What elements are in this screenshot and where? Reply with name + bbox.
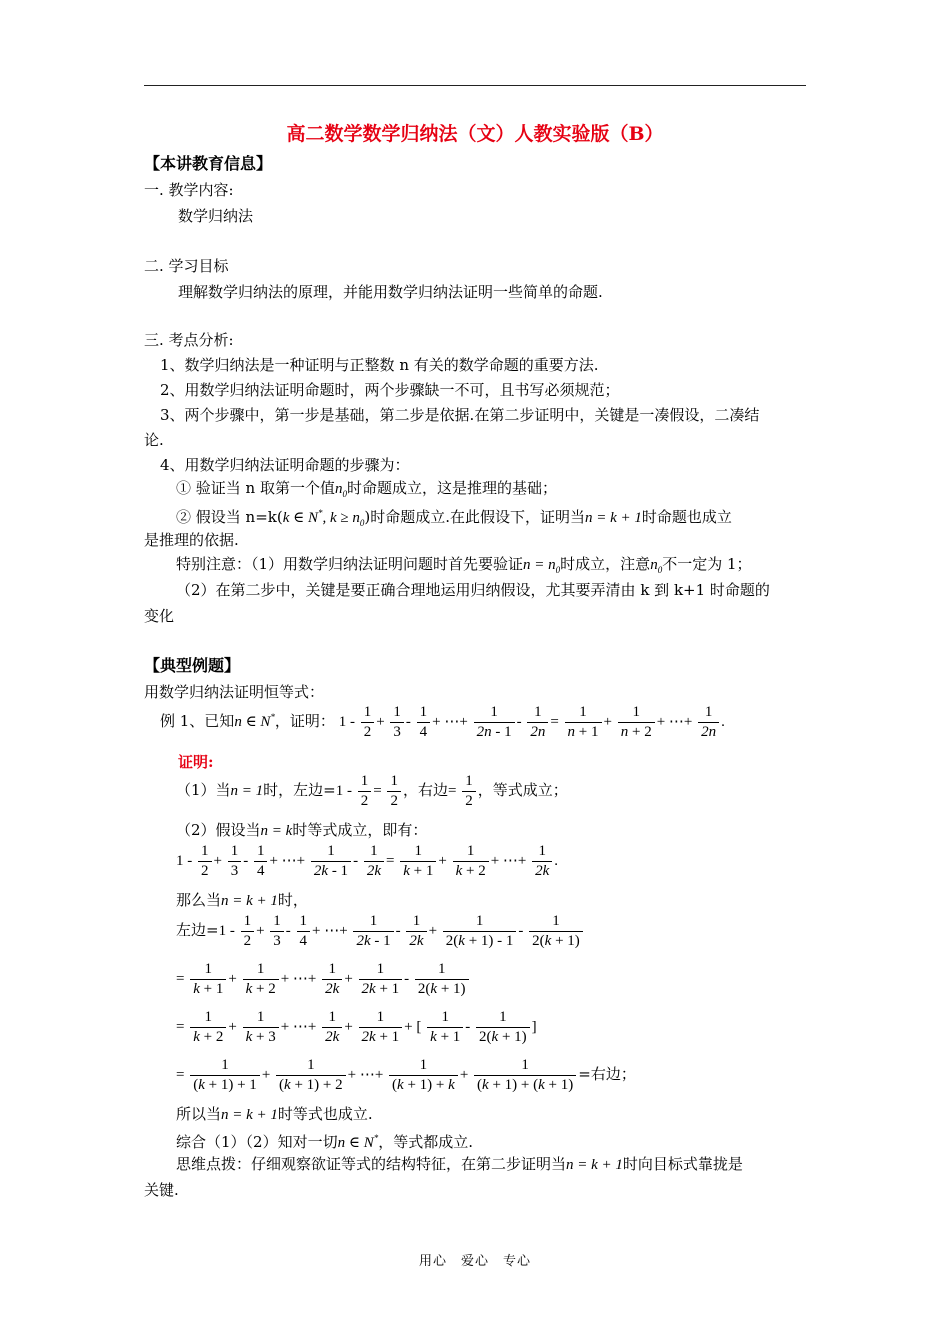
step-b: = $\frac{1}{k + 2}$ + $\frac{1}{k + 3}$ + ⋯+ $\frac{1}{2k}$ + $\frac{1}{2k + 1}$ + [ $\frac{1}{k + 1}$ - $\frac{1}{2(k + 1)}$ ] — [176, 1009, 537, 1045]
step-1-text-b: 时命题成立，这是推理的基础； — [346, 479, 557, 497]
page-footer: 用心 爱心 专心 — [418, 1254, 531, 1269]
tip-line-1: 思维点拨：仔细观察欲证等式的结构特征，在第二步证明当n = k + 1时向目标式靠拢是 — [176, 1155, 743, 1173]
step-c: = $\frac{1}{(k + 1) + 1}$ + $\frac{1}{(k + 1) + 2}$ + ⋯+ $\frac{1}{(k + 1) + k}$ + $\frac{1}{(k + 1) + (k + 1)}$ =右边； — [176, 1057, 636, 1093]
section-1-body: 数学归纳法 — [178, 207, 254, 225]
n0-symbol-2: $n_0$ — [650, 557, 663, 575]
step-1 — [176, 478, 557, 504]
examples-intro: 用数学归纳法证明恒等式： — [144, 683, 325, 701]
n0-symbol: $n_0$ — [334, 481, 347, 499]
n-eq-n0: $n = n_0$ — [523, 557, 561, 575]
n-eq-k1: n = k + 1 — [585, 510, 642, 526]
point-2: 2、用数学归纳法证明命题时，两个步骤缺一不可，且书写必须规范； — [160, 381, 620, 399]
step-2 — [176, 503, 732, 533]
proof-step-2: （2）假设当n = k时等式成立，即有： — [176, 821, 428, 839]
proof-step-1: （1）当n = 1时，左边=1 - $\frac{1}{2}$ = $\frac{1}{2}$ ，右边= $\frac{1}{2}$ ，等式成立； — [176, 773, 568, 809]
step-a: = $\frac{1}{k + 1}$ + $\frac{1}{k + 2}$ + ⋯+ $\frac{1}{2k}$ + $\frac{1}{2k + 1}$ - $\frac{1}{2(k + 1)}$ — [176, 960, 471, 999]
hypothesis-equation: 1 - $\frac{1}{2}$ + $\frac{1}{3}$ - $\frac{1}{4}$ + ⋯+ $\frac{1}{2k - 1}$ - $\frac{1}{2k}$ = $\frac{1}{k + 1}$ + $\frac{1}{k + 2}$ + ⋯+ $\frac{1}{2k}$ . — [176, 843, 559, 879]
k-condition: k ∈ N*, $k \ge n_0$ — [282, 508, 365, 528]
then-line: 那么当n = k + 1时， — [176, 891, 308, 909]
page-title: 高二数学数学归纳法（文）人教实验版（B） — [286, 123, 664, 145]
section-heading-info: 【本讲教育信息】 — [144, 154, 273, 173]
section-1-heading: 一. 教学内容: — [144, 181, 234, 199]
proof-label: 证明: — [178, 753, 214, 771]
note-2-line-2: 变化 — [144, 607, 175, 625]
section-2-body: 理解数学归纳法的原理，并能用数学归纳法证明一些简单的命题. — [178, 283, 603, 301]
step-2-text-b: )时命题成立.在此假设下，证明当 — [364, 508, 586, 526]
note-2-line-1: （2）在第二步中，关键是要正确合理地运用归纳假设，尤其要弄清由 k 到 k+1 时命题的 — [176, 581, 770, 599]
point-3-line-1: 3、两个步骤中，第一步是基础，第二步是依据.在第二步证明中，关键是一凑假设，二凑结 — [160, 406, 760, 424]
point-3-line-2: 论. — [144, 431, 164, 449]
summary-line: 综合（1）（2）知对一切n ∈ N*，等式都成立. — [176, 1133, 473, 1151]
left-side-expansion: 左边=1 - $\frac{1}{2}$ + $\frac{1}{3}$ - $\frac{1}{4}$ + ⋯+ $\frac{1}{2k - 1}$ - $\frac{1}{2k}$ + $\frac{1}{2(k + 1) - 1}$ - $\frac{1}{2(k + 1)}$ — [176, 912, 585, 951]
point-1: 1、数学归纳法是一种证明与正整数 n 有关的数学命题的重要方法. — [160, 356, 599, 374]
n-in-N: n ∈ N* — [234, 711, 275, 730]
example-1-statement: 例 1、已知n ∈ N*，证明： 1 - $\frac{1}{2}$ + $\frac{1}{3}$ - $\frac{1}{4}$ + ⋯+ $\frac{1}{2n - 1}$ - $\frac{1}{2n}$ = $\frac{1}{n + 1}$ + $\frac{1}{n + 2}$ + ⋯+ $\frac{1}{2n}$ . — [160, 704, 725, 740]
step-1-text-a: ① 验证当 n 取第一个值 — [176, 479, 335, 497]
step-2-text-c: 时命题也成立 — [641, 508, 732, 526]
section-2-heading: 二. 学习目标 — [144, 257, 229, 275]
step-2-text-a: ② 假设当 n=k( — [176, 508, 283, 526]
so-line: 所以当n = k + 1时等式也成立. — [176, 1105, 373, 1123]
section-3-heading: 三. 考点分析: — [144, 331, 234, 349]
tip-line-2: 关键. — [144, 1181, 179, 1199]
step-2-tail: 是推理的依据. — [144, 531, 239, 549]
top-rule — [144, 85, 806, 86]
note-1: 特别注意：（1）用数学归纳法证明问题时首先要验证$n = n_0$时成立，注意$n_0$不一定为 1； — [176, 555, 752, 575]
examples-heading: 【典型例题】 — [144, 656, 241, 675]
point-4: 4、用数学归纳法证明命题的步骤为： — [160, 456, 410, 474]
